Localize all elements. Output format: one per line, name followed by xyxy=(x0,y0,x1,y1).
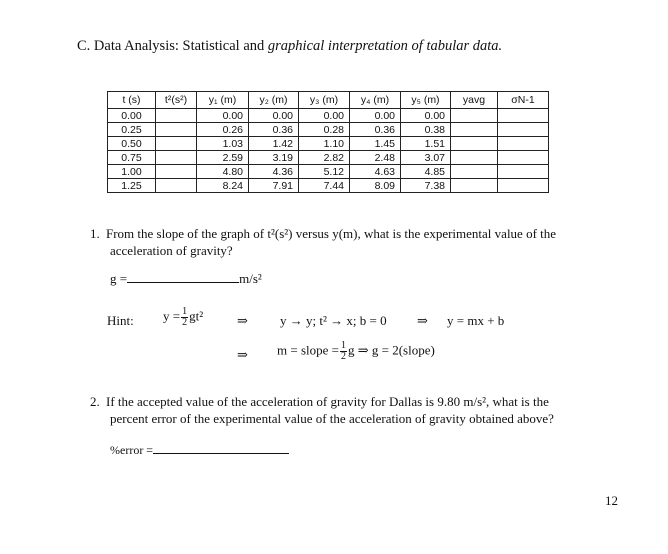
implies-arrow-icon: ⇒ xyxy=(237,347,248,362)
table-cell: 7.38 xyxy=(401,179,451,193)
implies-arrow-icon: ⇒ xyxy=(417,313,428,328)
question-1 xyxy=(90,225,630,259)
table-cell[interactable] xyxy=(156,165,197,179)
table-cell[interactable] xyxy=(498,109,549,123)
g-answer-line xyxy=(110,270,262,287)
g-answer-blank[interactable] xyxy=(127,270,239,283)
table-cell: 1.10 xyxy=(299,137,350,151)
section-title-italic: graphical interpretation of tabular data. xyxy=(267,38,503,54)
table-cell: 0.00 xyxy=(299,109,350,123)
question-2 xyxy=(90,393,635,427)
table-cell: 4.36 xyxy=(249,165,299,179)
question-1-number: 1. xyxy=(90,226,100,241)
page-number: 12 xyxy=(605,493,618,508)
column-header: y₄ (m) xyxy=(350,92,401,109)
table-cell: 3.07 xyxy=(401,151,451,165)
table-cell: 1.25 xyxy=(108,179,156,193)
table-cell: 0.75 xyxy=(108,151,156,165)
table-cell: 0.00 xyxy=(108,109,156,123)
table-cell[interactable] xyxy=(156,123,197,137)
table-cell[interactable] xyxy=(156,151,197,165)
table-cell: 4.80 xyxy=(197,165,249,179)
table-cell[interactable] xyxy=(156,109,197,123)
table-cell: 2.82 xyxy=(299,151,350,165)
hint-equation-4 xyxy=(277,341,435,362)
table-cell[interactable] xyxy=(498,165,549,179)
column-header: t (s) xyxy=(108,92,156,109)
table-cell[interactable] xyxy=(451,137,498,151)
fraction-denominator: 2 xyxy=(182,317,188,328)
table-cell: 0.26 xyxy=(197,123,249,137)
table-cell[interactable] xyxy=(156,137,197,151)
table-cell: 2.48 xyxy=(350,151,401,165)
table-cell: 4.63 xyxy=(350,165,401,179)
question-2-line2: percent error of the experimental value of the acceleration of gravity obtained above? xyxy=(110,411,554,426)
table-cell: 0.38 xyxy=(401,123,451,137)
table-cell: 8.09 xyxy=(350,179,401,193)
table-cell[interactable] xyxy=(451,151,498,165)
hint-eq1-left: y = xyxy=(163,308,181,324)
table-cell[interactable] xyxy=(156,179,197,193)
fraction-numerator: 1 xyxy=(182,306,188,317)
table-cell: 0.50 xyxy=(108,137,156,151)
fraction-denominator: 2 xyxy=(340,351,346,362)
table-row xyxy=(108,151,549,165)
column-header: y₁ (m) xyxy=(197,92,249,109)
table-cell: 0.00 xyxy=(197,109,249,123)
table-header-row xyxy=(108,92,549,109)
table-cell: 0.00 xyxy=(401,109,451,123)
table-cell[interactable] xyxy=(498,179,549,193)
table-cell: 7.44 xyxy=(299,179,350,193)
table-row xyxy=(108,179,549,193)
percent-error-label: %error = xyxy=(110,443,154,457)
hint-label: Hint: xyxy=(107,313,134,328)
table-cell[interactable] xyxy=(451,179,498,193)
table-cell[interactable] xyxy=(498,151,549,165)
percent-error-line xyxy=(110,441,289,459)
table-cell: 0.28 xyxy=(299,123,350,137)
column-header: t²(s²) xyxy=(156,92,197,109)
column-header: y₃ (m) xyxy=(299,92,350,109)
table-cell[interactable] xyxy=(451,165,498,179)
table-cell[interactable] xyxy=(498,137,549,151)
question-1-line1: From the slope of the graph of t²(s²) versus y(m), what is the experimental value of the xyxy=(106,226,557,241)
column-header: yavg xyxy=(451,92,498,109)
g-label: g = xyxy=(110,271,128,286)
column-header: y₅ (m) xyxy=(401,92,451,109)
implies-arrow-icon: ⇒ xyxy=(357,342,369,358)
section-title-text: C. Data Analysis: Statistical and xyxy=(77,38,268,54)
table-cell: 5.12 xyxy=(299,165,350,179)
table-cell: 1.42 xyxy=(249,137,299,151)
table-cell: 1.45 xyxy=(350,137,401,151)
hint-fraction-half xyxy=(181,307,188,328)
hint-equation-1 xyxy=(163,307,203,328)
table-cell: 4.85 xyxy=(401,165,451,179)
table-cell[interactable] xyxy=(498,123,549,137)
table-cell: 0.36 xyxy=(350,123,401,137)
table-body xyxy=(108,109,549,193)
table-cell[interactable] xyxy=(451,123,498,137)
table-cell: 7.91 xyxy=(249,179,299,193)
table-cell: 0.25 xyxy=(108,123,156,137)
table-cell: 1.03 xyxy=(197,137,249,151)
hint-eq1-right: gt² xyxy=(189,308,204,324)
fraction-numerator: 1 xyxy=(340,340,346,351)
table-cell: 2.59 xyxy=(197,151,249,165)
question-2-number: 2. xyxy=(90,394,100,409)
table-row xyxy=(108,109,549,123)
percent-error-blank[interactable] xyxy=(153,441,289,454)
table-row xyxy=(108,165,549,179)
hint-equation-3: y = mx + b xyxy=(447,313,505,328)
table-cell: 0.36 xyxy=(249,123,299,137)
implies-arrow-icon: ⇒ xyxy=(237,313,248,328)
table-row xyxy=(108,137,549,151)
table-cell: 1.00 xyxy=(108,165,156,179)
hint-fraction-half xyxy=(340,341,347,362)
hint-eq4-right: g = 2(slope) xyxy=(371,342,435,358)
hint-equation-2: y → y; t² → x; b = 0 xyxy=(280,313,387,328)
data-table xyxy=(107,91,549,193)
question-1-line2: acceleration of gravity? xyxy=(110,243,233,258)
question-2-line1: If the accepted value of the acceleration of gravity for Dallas is 9.80 m/s², what is the xyxy=(106,394,549,409)
table-cell: 1.51 xyxy=(401,137,451,151)
table-cell: 0.00 xyxy=(350,109,401,123)
hint-eq4-left: m = slope = xyxy=(277,342,339,358)
table-cell: 0.00 xyxy=(249,109,299,123)
hint-eq4-g: g xyxy=(347,342,355,358)
g-unit: m/s² xyxy=(239,271,262,286)
table-cell[interactable] xyxy=(451,109,498,123)
column-header: y₂ (m) xyxy=(249,92,299,109)
column-header: σN-1 xyxy=(498,92,549,109)
table-row xyxy=(108,123,549,137)
section-title xyxy=(77,38,502,55)
table-cell: 8.24 xyxy=(197,179,249,193)
table-cell: 3.19 xyxy=(249,151,299,165)
